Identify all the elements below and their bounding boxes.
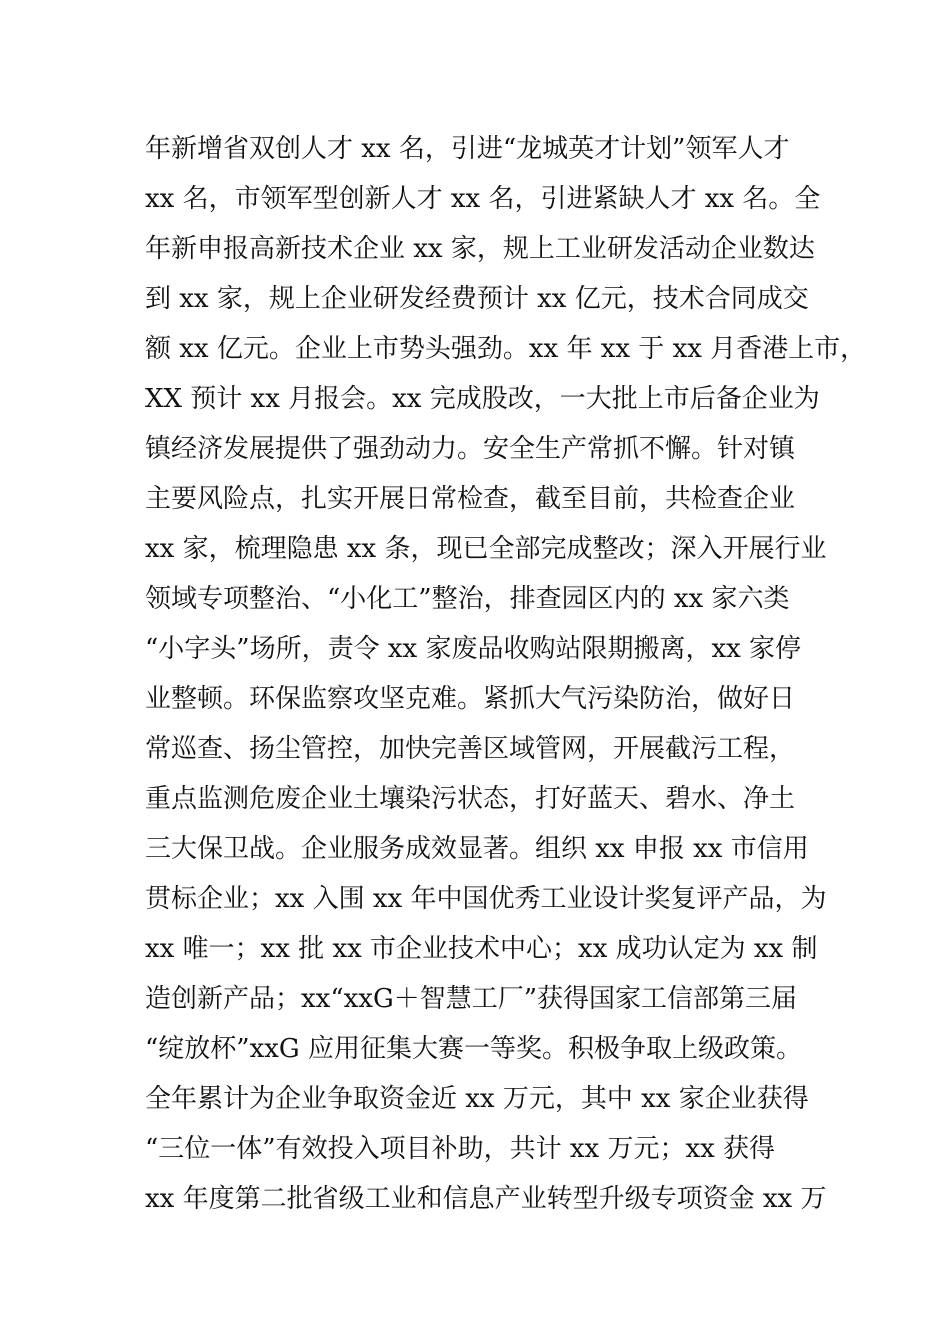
text-line-14: 重点监测危废企业土壤染污状态，打好蓝天、碧水、净土 xyxy=(145,784,796,814)
text-line-19: “绽放杯”xxG 应用征集大赛一等奖。积极争取上级政策。 xyxy=(145,1034,802,1064)
text-line-22: xx 年度第二批省级工业和信息产业转型升级专项资金 xx 万 xyxy=(145,1184,827,1214)
body-text xyxy=(145,124,867,1224)
text-line-16: 贯标企业；xx 入围 xx 年中国优秀工业设计奖复评产品，为 xyxy=(145,884,827,914)
text-line-9: xx 家，梳理隐患 xx 条，现已全部完成整改；深入开展行业 xyxy=(145,534,827,564)
text-line-17: xx 唯一；xx 批 xx 市企业技术中心；xx 成功认定为 xx 制 xyxy=(145,934,818,964)
text-line-6: XX 预计 xx 月报会。xx 完成股改，一大批上市后备企业为 xyxy=(145,384,820,414)
text-line-21: “三位一体”有效投入项目补助，共计 xx 万元；xx 获得 xyxy=(145,1134,776,1164)
text-line-4: 到 xx 家，规上企业研发经费预计 xx 亿元，技术合同成交 xyxy=(145,284,809,314)
text-line-1: 年新增省双创人才 xx 名，引进“龙城英才计划”领军人才 xyxy=(145,134,790,164)
text-line-10: 领域专项整治、“小化工”整治，排查园区内的 xx 家六类 xyxy=(145,584,790,614)
text-line-13: 常巡查、扬尘管控，加快完善区域管网，开展截污工程， xyxy=(145,734,796,764)
text-line-5: 额 xx 亿元。企业上市势头强劲。xx 年 xx 于 xx 月香港上市， xyxy=(145,334,867,364)
text-line-11: “小字头”场所，责令 xx 家废品收购站限期搬离，xx 家停 xyxy=(145,634,802,664)
text-line-8: 主要风险点，扎实开展日常检查，截至目前，共检查企业 xyxy=(145,484,796,514)
text-line-7: 镇经济发展提供了强劲动力。安全生产常抓不懈。针对镇 xyxy=(145,434,796,464)
text-line-12: 业整顿。环保监察攻坚克难。紧抓大气污染防治，做好日 xyxy=(145,684,796,714)
text-line-18: 造创新产品；xx“xxG＋智慧工厂”获得国家工信部第三届 xyxy=(145,984,798,1014)
text-line-2: xx 名，市领军型创新人才 xx 名，引进紧缺人才 xx 名。全 xyxy=(145,184,821,214)
text-line-20: 全年累计为企业争取资金近 xx 万元，其中 xx 家企业获得 xyxy=(145,1084,809,1114)
text-line-15: 三大保卫战。企业服务成效显著。组织 xx 申报 xx 市信用 xyxy=(145,834,809,864)
text-line-3: 年新申报高新技术企业 xx 家，规上工业研发活动企业数达 xyxy=(145,234,815,264)
